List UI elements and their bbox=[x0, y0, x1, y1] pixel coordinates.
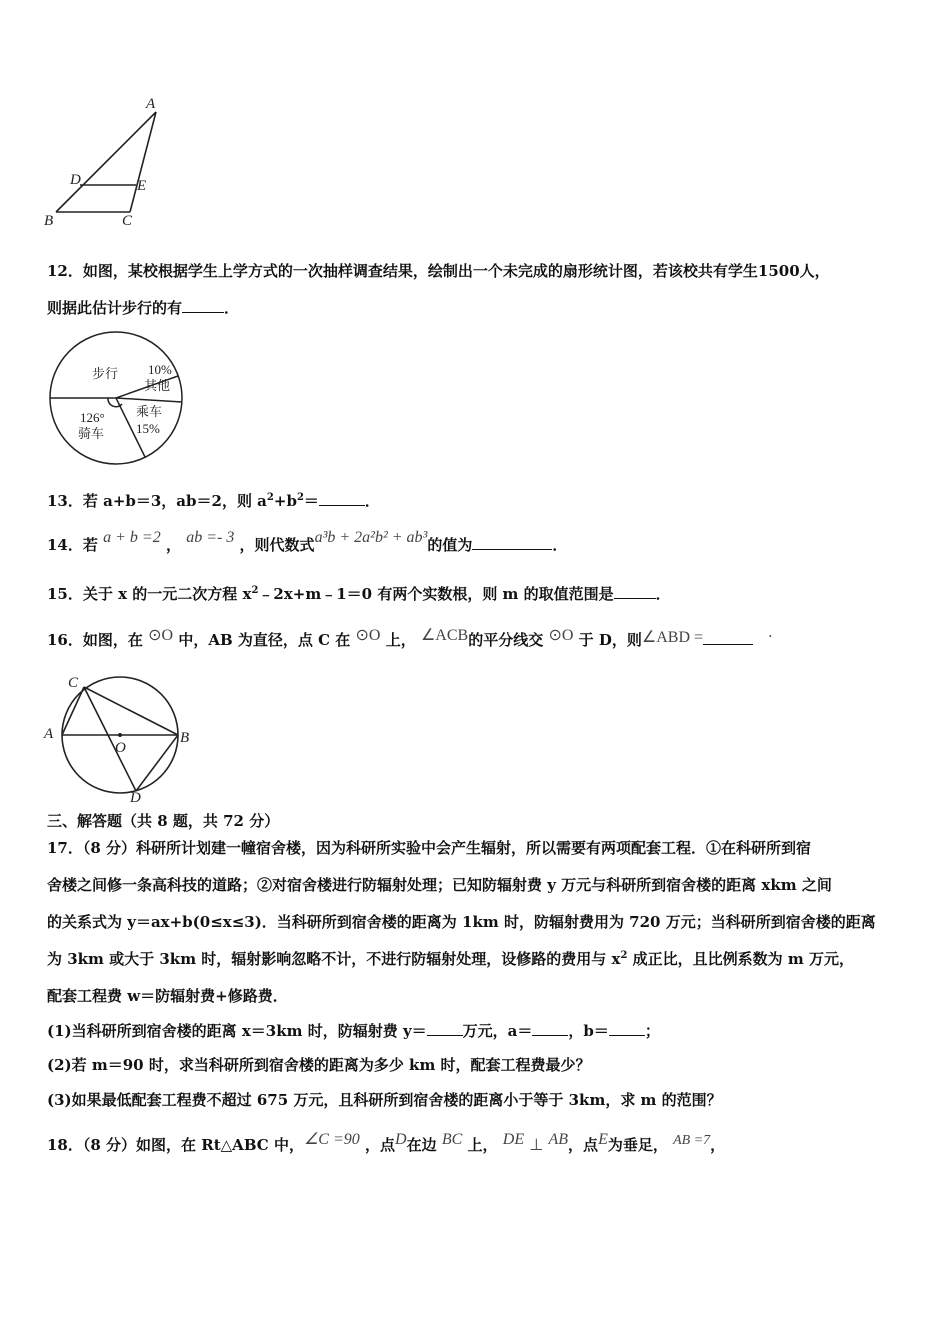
pie-label-walk: 步行 bbox=[92, 366, 119, 381]
q18-perp-symbol: ⊥ bbox=[529, 1137, 544, 1154]
q16-circle-o-3: ⊙O bbox=[548, 627, 574, 644]
q13-text-b: +b bbox=[273, 492, 297, 510]
q18 bbox=[47, 1131, 726, 1157]
q16-angle-abd: ∠ABD = bbox=[641, 629, 704, 646]
pie-label-bus: 乘车 bbox=[136, 404, 163, 419]
label-d: D bbox=[130, 790, 141, 806]
center-dot bbox=[118, 733, 122, 737]
q18-t6: 为垂足， bbox=[607, 1136, 668, 1154]
q17-a-blank[interactable] bbox=[532, 1021, 568, 1036]
q18-t7: ， bbox=[710, 1136, 726, 1154]
pie-label-ride-deg: 126° bbox=[80, 410, 105, 425]
q15-text-b: ﹣2x+m﹣1＝0 有两个实数根，则 m 的取值范围是 bbox=[258, 585, 614, 603]
q14-answer-blank[interactable] bbox=[472, 535, 552, 550]
q16 bbox=[47, 624, 773, 651]
q14-eq1: a + b =2 bbox=[103, 529, 161, 546]
q18-t4: 上， bbox=[467, 1136, 498, 1154]
q14 bbox=[47, 529, 568, 556]
q15-answer-blank[interactable] bbox=[614, 584, 656, 599]
q15-text-a: 15．关于 x 的一元二次方程 x bbox=[47, 585, 252, 603]
q13 bbox=[47, 491, 380, 511]
q14-expr: a³b + 2a²b² + ab³ bbox=[314, 529, 428, 546]
q14-eq2: ab =- 3 bbox=[186, 529, 235, 546]
q16-t5: 于 D，则 bbox=[578, 631, 642, 649]
q18-angle-c: ∠C =90 bbox=[303, 1131, 360, 1148]
q13-sup2: 2 bbox=[296, 492, 304, 503]
q17-p1a: (1)当科研所到宿舍楼的距离 x＝3km 时，防辐射费 y＝ bbox=[47, 1022, 427, 1040]
label-c: C bbox=[68, 675, 79, 691]
q17-part3: (3)如果最低配套工程费不超过 675 万元，且科研所到宿舍楼的距离小于等于 3km，求 m 的范围？ bbox=[47, 1091, 722, 1109]
q18-t5: ，点 bbox=[568, 1136, 599, 1154]
q14-end: ． bbox=[552, 536, 568, 554]
label-b: B bbox=[44, 213, 54, 229]
q15 bbox=[47, 584, 671, 604]
q18-side-ab: AB bbox=[548, 1131, 569, 1148]
q16-circle-o-1: ⊙O bbox=[148, 627, 174, 644]
label-a: A bbox=[146, 96, 156, 112]
q17-p1c: ，b＝ bbox=[568, 1022, 609, 1040]
q18-t2: ，点 bbox=[365, 1136, 396, 1154]
q13-answer-blank[interactable] bbox=[319, 491, 365, 506]
q17-part2: (2)若 m＝90 时，求当科研所到宿舍楼的距离为多少 km 时，配套工程费最少？ bbox=[47, 1056, 591, 1074]
pie-label-ride: 骑车 bbox=[78, 426, 105, 441]
q17-y-blank[interactable] bbox=[427, 1021, 463, 1036]
q17-line4-a: 为 3km 或大于 3km 时，辐射影响忽略不计，不进行防辐射处理，设修路的费用与 x bbox=[47, 950, 621, 968]
q18-side-bc: BC bbox=[441, 1131, 463, 1148]
q16-angle-acb: ∠ACB bbox=[420, 627, 469, 644]
pie-label-other-pct: 10% bbox=[148, 362, 172, 377]
label-b: B bbox=[180, 730, 190, 746]
label-o: O bbox=[115, 740, 126, 756]
q16-t2: 中，AB 为直径，点 C 在 bbox=[178, 631, 351, 649]
label-a: A bbox=[44, 726, 54, 742]
q18-point-e: E bbox=[598, 1131, 608, 1148]
segment-cb bbox=[84, 687, 178, 735]
segment-cd bbox=[84, 687, 136, 791]
q17-line4-b: 成正比，且比例系数为 m 万元， bbox=[627, 950, 854, 968]
q18-ab-length: AB =7 bbox=[673, 1133, 711, 1148]
side-ac bbox=[130, 112, 156, 212]
q16-t1: 16．如图，在 bbox=[47, 631, 143, 649]
pie-divider-right bbox=[116, 398, 182, 402]
q12-line1: 12．如图，某校根据学生上学方式的一次抽样调查结果，绘制出一个未完成的扇形统计图，若该校共有学生1500人， bbox=[47, 262, 830, 280]
q16-answer-blank[interactable] bbox=[703, 630, 753, 645]
pie-label-bus-pct: 15% bbox=[136, 421, 160, 436]
circle-figure bbox=[40, 672, 200, 807]
q18-t1: 18．（8 分）如图，在 Rt△ABC 中， bbox=[47, 1136, 304, 1154]
label-c: C bbox=[122, 213, 133, 229]
q18-point-d: D bbox=[395, 1131, 407, 1148]
q14-mid: ，则代数式 bbox=[239, 536, 315, 554]
q17-line5: 配套工程费 w＝防辐射费+修路费． bbox=[47, 987, 288, 1005]
label-d: D bbox=[70, 172, 81, 188]
q12-text: 则据此估计步行的有 bbox=[47, 299, 183, 317]
q17-part1 bbox=[47, 1021, 660, 1041]
q13-sup: 2 bbox=[266, 492, 274, 503]
section-3-heading: 三、解答题（共 8 题，共 72 分） bbox=[47, 812, 280, 830]
q13-text: 13．若 a+b＝3，ab＝2，则 a bbox=[47, 492, 267, 510]
q14-sep: ， bbox=[165, 536, 181, 554]
q14-prefix: 14．若 bbox=[47, 536, 98, 554]
q17-line1: 17．（8 分）科研所计划建一幢宿舍楼，因为科研所实验中会产生辐射，所以需要有两项配套工程．①在科研所到宿 bbox=[47, 839, 812, 857]
q15-sup: 2 bbox=[251, 585, 259, 596]
q16-end: . bbox=[768, 624, 773, 641]
q15-end: ． bbox=[655, 585, 671, 603]
angle-arc bbox=[108, 398, 122, 407]
segment-ca bbox=[62, 687, 84, 735]
q17-p1d: ； bbox=[644, 1022, 660, 1040]
q17-sup: 2 bbox=[620, 950, 628, 961]
side-ab bbox=[56, 112, 156, 212]
q12-end: ． bbox=[224, 299, 240, 317]
q14-suffix: 的值为 bbox=[427, 536, 473, 554]
q13-end: ． bbox=[364, 492, 380, 510]
q17-b-blank[interactable] bbox=[609, 1021, 645, 1036]
q16-t3: 上， bbox=[385, 631, 416, 649]
q17-line4 bbox=[47, 949, 854, 969]
q12-answer-blank[interactable] bbox=[182, 298, 224, 313]
q16-t4: 的平分线交 bbox=[468, 631, 544, 649]
triangle-figure bbox=[40, 92, 170, 232]
pie-chart bbox=[48, 330, 188, 470]
q16-circle-o-2: ⊙O bbox=[355, 627, 381, 644]
q17-line2: 舍楼之间修一条高科技的道路；②对宿舍楼进行防辐射处理；已知防辐射费 y 万元与科研所到宿舍楼的距离 xkm 之间 bbox=[47, 876, 832, 894]
q13-text-c: ＝ bbox=[303, 492, 319, 510]
q12-line2 bbox=[47, 298, 239, 318]
q17-line3: 的关系式为 y＝ax+b(0≤x≤3)．当科研所到宿舍楼的距离为 1km 时，防辐射费用为 720 万元；当科研所到宿舍楼的距离 bbox=[47, 913, 876, 931]
label-e: E bbox=[137, 178, 147, 194]
pie-label-other: 其他 bbox=[144, 378, 171, 393]
q17-p1b: 万元，a＝ bbox=[462, 1022, 533, 1040]
q18-t3: 在边 bbox=[406, 1136, 437, 1154]
q18-segment-de: DE bbox=[502, 1131, 525, 1148]
